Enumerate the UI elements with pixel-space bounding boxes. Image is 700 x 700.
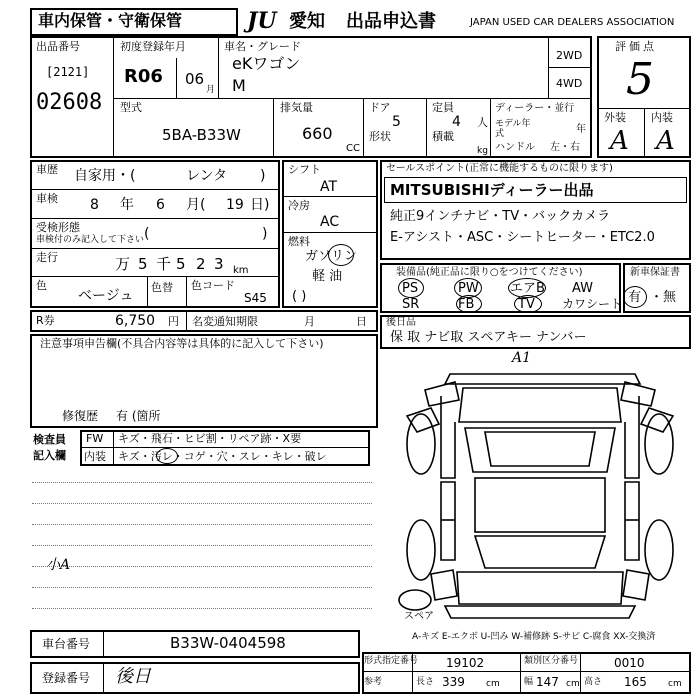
height-value: 165 bbox=[624, 675, 647, 689]
model-label: 型式 bbox=[120, 101, 142, 114]
mileage-digit-4: 3 bbox=[214, 255, 224, 273]
chassis-number: B33W-0404598 bbox=[170, 634, 286, 652]
spare-label: スペア bbox=[404, 611, 434, 622]
car-grade: M bbox=[232, 76, 246, 95]
selling-point-1: MITSUBISHIディーラー出品 bbox=[390, 181, 594, 199]
car-name-label: 車名・グレード bbox=[224, 40, 301, 53]
mileage-digit-1: 5 bbox=[138, 255, 148, 273]
mileage-digit-3: 2 bbox=[196, 255, 206, 273]
registration-month: 06 bbox=[185, 70, 205, 88]
doors-label: ドア bbox=[369, 101, 391, 114]
dealer-label: ディーラー・並行 bbox=[495, 103, 575, 114]
capacity-label: 定員 bbox=[432, 101, 454, 114]
warranty-yes: 有 bbox=[628, 290, 642, 305]
selling-point-2: 純正9インチナビ・TV・バックカメラ bbox=[390, 209, 611, 224]
length-value: 339 bbox=[442, 675, 465, 689]
warranty-no: ・無 bbox=[650, 290, 677, 305]
car-diagram bbox=[395, 360, 685, 630]
equip-ps: PS bbox=[402, 281, 419, 296]
lot-label: 出品番号 bbox=[36, 40, 80, 53]
fuel-gasoline: ガソリン bbox=[305, 249, 358, 264]
interior-grade: A bbox=[656, 126, 675, 156]
shift-value: AT bbox=[320, 179, 338, 195]
fuel-selected-circle bbox=[328, 244, 354, 266]
plate-number: 後日 bbox=[115, 666, 151, 687]
equip-tv-circle bbox=[514, 295, 542, 313]
org-name: 愛知 bbox=[289, 11, 325, 32]
registration-year: R06 bbox=[124, 66, 163, 87]
equip-ps-circle bbox=[398, 278, 424, 298]
after-items: 保 取 ナビ取 スペアキー ナンバー bbox=[390, 330, 587, 345]
lot-bracket: [2121] bbox=[46, 65, 90, 79]
drive-2wd: 2WD bbox=[556, 49, 583, 62]
damage-mark-a1: A1 bbox=[512, 350, 532, 366]
width-value: 147 bbox=[536, 675, 559, 689]
color-code: S45 bbox=[244, 291, 267, 305]
equip-tv: TV bbox=[518, 297, 535, 312]
registration-label: 初度登録年月 bbox=[120, 40, 186, 53]
stain-circle bbox=[156, 448, 178, 464]
storage-note: 車内保管・守衛保管 bbox=[38, 11, 183, 30]
ju-logo: JU bbox=[247, 8, 277, 34]
equip-aw: AW bbox=[572, 281, 594, 296]
model-code: 5BA-B33W bbox=[162, 126, 241, 144]
org-name-en: JAPAN USED CAR DEALERS ASSOCIATION bbox=[470, 17, 675, 28]
damage-legend: A-キズ E-エクボ U-凹み W-補修跡 S-サビ C-腐食 XX-交換済 bbox=[412, 632, 656, 642]
exterior-grade: A bbox=[610, 126, 629, 156]
score-label: 評価点 bbox=[615, 40, 657, 53]
engine-label: 排気量 bbox=[280, 101, 313, 114]
drive-4wd: 4WD bbox=[556, 77, 583, 90]
cooling-value: AC bbox=[320, 214, 340, 230]
warranty-yes-circle bbox=[623, 286, 647, 308]
selling-point-3: E-アシスト・ASC・シートヒーター・ETC2.0 bbox=[390, 230, 655, 245]
mileage-digit-2: 5 bbox=[176, 255, 186, 273]
doors-value: 5 bbox=[392, 114, 401, 130]
equip-airbag: エアB bbox=[510, 281, 545, 296]
equip-leather-seat: カワシート bbox=[562, 297, 623, 311]
handwritten-note: 小A bbox=[46, 557, 71, 573]
engine-displacement: 660 bbox=[302, 124, 333, 143]
car-name: eKワゴン bbox=[232, 54, 301, 73]
inspection-day: 19 bbox=[226, 197, 244, 213]
document-title: 出品申込書 bbox=[346, 11, 436, 32]
handle-options: 左・右 bbox=[550, 142, 580, 153]
type-designation: 19102 bbox=[446, 656, 485, 670]
inspection-month: 6 bbox=[156, 197, 165, 213]
equip-pw: PW bbox=[458, 281, 479, 296]
repair-history: 有 (箇所 bbox=[116, 409, 161, 423]
inspection-year: 8 bbox=[90, 197, 99, 213]
capacity-value: 4 bbox=[452, 114, 461, 130]
color-value: ベージュ bbox=[78, 288, 134, 304]
history-rental: レンタ bbox=[186, 168, 228, 184]
history-value: 自家用・( bbox=[74, 168, 136, 184]
recycle-fee: 6,750 bbox=[115, 313, 156, 329]
equip-sr: SR bbox=[402, 297, 420, 312]
score-value: 5 bbox=[626, 54, 654, 105]
equip-fb: FB bbox=[458, 297, 475, 312]
fuel-diesel: 軽 油 bbox=[312, 269, 343, 284]
class-number: 0010 bbox=[614, 656, 645, 670]
lot-number: 02608 bbox=[36, 90, 103, 115]
equip-fb-circle bbox=[456, 295, 482, 313]
